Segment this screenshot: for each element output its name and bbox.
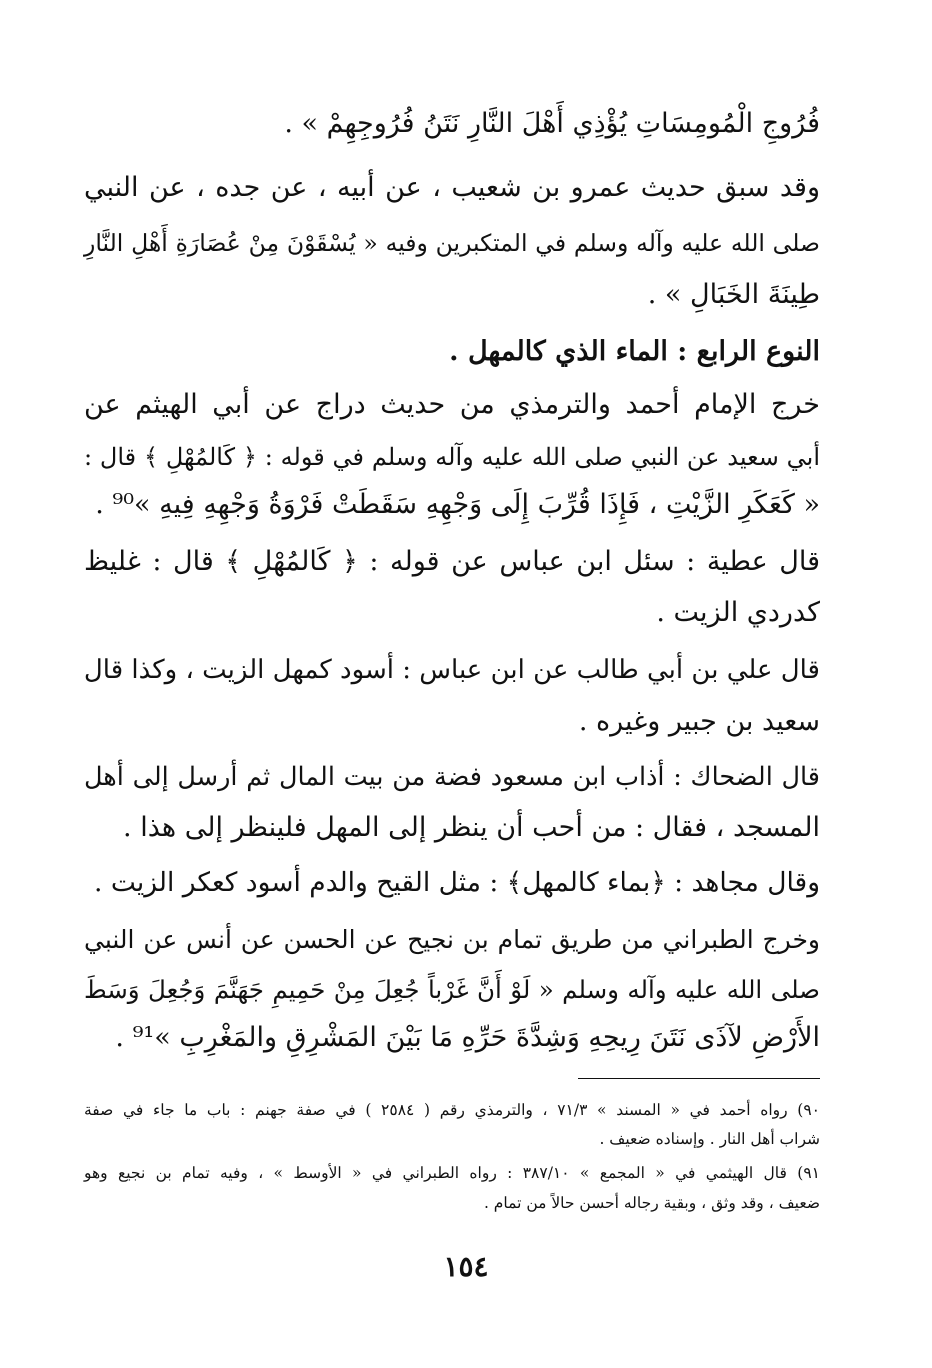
text-line: وخرج الطبراني من طريق تمام بن نجيح عن الحسن عن أنس عن النبي [84,925,820,954]
text-line: صلى الله عليه وآله وسلم في المتكبرين وفيه « يُسْقَوْنَ مِنْ عُصَارَةِ أَهْلِ النَّارِ [84,229,820,257]
text-line: طِينَةَ الخَبَالِ » . [647,279,820,310]
text-line: كدردي الزيت . [656,597,820,628]
text-line: أبي سعيد عن النبي صلى الله عليه وآله وسلم في قوله : ﴿ كَالمُهْلِ ﴾ قال : [84,443,820,471]
text-line: خرج الإمام أحمد والترمذي من حديث دراج عن أبي الهيثم عن [84,389,820,420]
footnote-line: ضعيف ، وقد وثق ، وبقية رجاله أحسن حالاً من تمام . [483,1194,820,1212]
footnote-line: ٩٠) رواه أحمد في « المسند » ٧١/٣ ، والترمذي رقم ( ٢٥٨٤ ) في صفة جهنم : باب ما جاء في صفة [84,1101,820,1119]
section-heading: النوع الرابع : الماء الذي كالمهل . [449,336,820,367]
page-number: ١٥٤ [443,1250,489,1283]
text-line: « كَعَكَرِ الزَّيْتِ ، فَإِذَا قُرِّبَ إِلَى وَجْهِهِ سَقَطَتْ فَرْوَةُ وَجْهِهِ فِيهِ »⁹⁰ . [95,489,820,520]
footnote-separator [578,1078,820,1079]
footnote-line: ٩١) قال الهيثمي في « المجمع » ٣٨٧/١٠ : رواه الطبراني في « الأوسط » ، وفيه تمام بن نجيع وهو [84,1164,820,1182]
footnote-line: شراب أهل النار . وإسناده ضعيف . [599,1130,820,1148]
text-line: قال عطية : سئل ابن عباس عن قوله : ﴿ كَالمُهْلِ ﴾ قال : غليظ [84,546,820,577]
text-line: صلى الله عليه وآله وسلم « لَوْ أَنَّ غَرْباً جُعِلَ مِنْ حَمِيمِ جَهَنَّمَ وَجُعِلَ وَسَطَ [84,975,820,1004]
text-line: وقد سبق حديث عمرو بن شعيب ، عن أبيه ، عن جده ، عن النبي [84,172,820,203]
text-line: سعيد بن جبير وغيره . [578,706,820,737]
text-line: فُرُوجِ الْمُومِسَاتِ يُؤْذِي أَهْلَ النَّارِ نَتَنُ فُرُوجِهِمْ » . [284,108,820,139]
text-line: قال علي بن أبي طالب عن ابن عباس : أسود كمهل الزيت ، وكذا قال [83,655,820,685]
text-line: قال الضحاك : أذاب ابن مسعود فضة من بيت المال ثم أرسل إلى أهل [84,762,820,792]
text-line: وقال مجاهد : ﴿بماء كالمهل﴾ : مثل القيح والدم أسود كعكر الزيت . [94,867,820,898]
text-line: المسجد ، فقال : من أحب أن ينظر إلى المهل فلينظر إلى هذا . [123,812,820,843]
text-line: الأَرْضِ لآذَى نَتَنَ رِيحِهِ وَشِدَّةَ حَرِّهِ مَا بَيْنَ المَشْرِقِ والمَغْرِبِ »⁹¹ . [115,1022,820,1053]
